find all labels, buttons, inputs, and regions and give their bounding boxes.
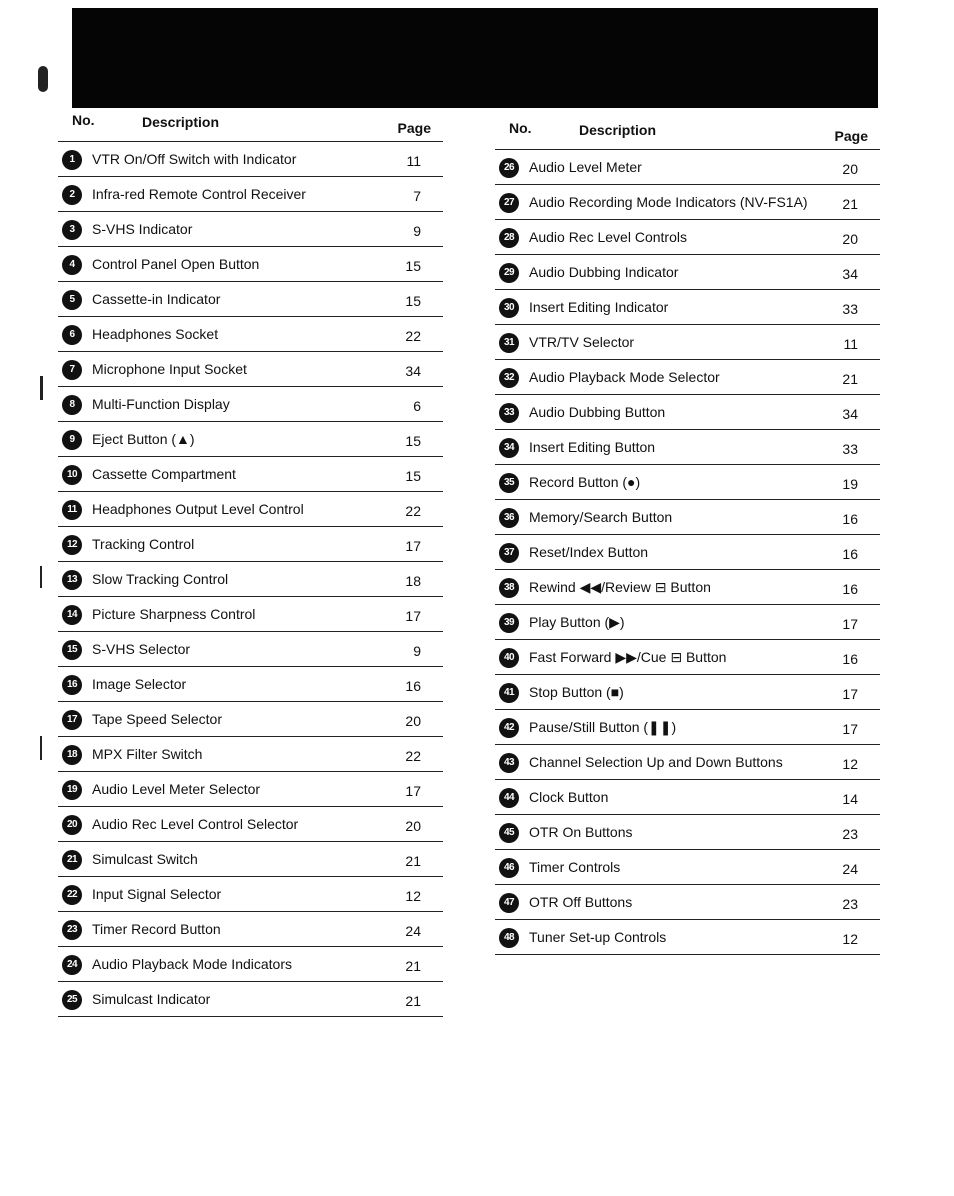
- item-number-badge: 15: [62, 640, 82, 660]
- item-page: 12: [842, 756, 858, 772]
- item-number-badge: 43: [499, 753, 519, 773]
- item-description: Cassette Compartment: [92, 466, 236, 482]
- item-description: Timer Controls: [529, 859, 621, 875]
- table-row: [58, 142, 443, 177]
- header-description: Description: [579, 122, 657, 138]
- left-item-list: [58, 142, 443, 1017]
- table-row: [58, 527, 443, 562]
- item-page: 15: [405, 293, 421, 309]
- table-row: [495, 290, 880, 325]
- item-description: Tape Speed Selector: [92, 711, 222, 727]
- left-column: [58, 108, 443, 1017]
- item-description: Audio Playback Mode Selector: [529, 369, 720, 385]
- item-description: Audio Level Meter: [529, 159, 642, 175]
- table-row: [58, 667, 443, 702]
- item-number-badge: 33: [499, 403, 519, 423]
- header-page: Page: [397, 120, 431, 136]
- margin-mark: [40, 566, 42, 588]
- table-row: [495, 605, 880, 640]
- item-page: 9: [413, 643, 421, 659]
- item-page: 22: [405, 328, 421, 344]
- item-page: 34: [842, 406, 858, 422]
- item-number-badge: 28: [499, 228, 519, 248]
- item-page: 23: [842, 826, 858, 842]
- item-page: 21: [405, 853, 421, 869]
- table-row: [58, 317, 443, 352]
- item-number-badge: 34: [499, 438, 519, 458]
- table-row: [58, 212, 443, 247]
- item-description: Pause/Still Button (❚❚): [529, 719, 677, 735]
- header-banner: [72, 8, 878, 108]
- item-number-badge: 2: [62, 185, 82, 205]
- margin-mark: [38, 66, 48, 92]
- item-number-badge: 23: [62, 920, 82, 940]
- item-description: Picture Sharpness Control: [92, 606, 256, 622]
- table-row: [58, 807, 443, 842]
- table-row: [495, 255, 880, 290]
- item-number-badge: 14: [62, 605, 82, 625]
- item-description: Input Signal Selector: [92, 886, 222, 902]
- item-description: Audio Rec Level Controls: [529, 229, 687, 245]
- item-description: Microphone Input Socket: [92, 361, 247, 377]
- item-description: Audio Level Meter Selector: [92, 781, 261, 797]
- table-row: [58, 177, 443, 212]
- item-number-badge: 32: [499, 368, 519, 388]
- item-description: Stop Button (■): [529, 684, 624, 700]
- item-number-badge: 29: [499, 263, 519, 283]
- item-number-badge: 40: [499, 648, 519, 668]
- item-page: 24: [842, 861, 858, 877]
- item-page: 17: [405, 538, 421, 554]
- item-number-badge: 4: [62, 255, 82, 275]
- item-description: Timer Record Button: [92, 921, 221, 937]
- table-row: [58, 947, 443, 982]
- item-description: MPX Filter Switch: [92, 746, 203, 762]
- item-page: 20: [405, 713, 421, 729]
- table-row: [495, 885, 880, 920]
- item-page: 17: [842, 616, 858, 632]
- item-number-badge: 31: [499, 333, 519, 353]
- item-description: Audio Recording Mode Indicators (NV-FS1A): [529, 194, 808, 210]
- header-no: No.: [72, 112, 95, 128]
- item-number-badge: 25: [62, 990, 82, 1010]
- item-page: 15: [405, 258, 421, 274]
- item-page: 11: [406, 153, 421, 169]
- item-number-badge: 13: [62, 570, 82, 590]
- item-page: 12: [842, 931, 858, 947]
- item-description: Fast Forward ▶▶/Cue ⊟ Button: [529, 649, 727, 665]
- table-row: [495, 815, 880, 850]
- item-description: Play Button (▶): [529, 614, 625, 630]
- item-page: 33: [842, 301, 858, 317]
- right-table-header: [495, 116, 880, 150]
- item-number-badge: 37: [499, 543, 519, 563]
- table-row: [58, 387, 443, 422]
- table-row: [495, 920, 880, 955]
- table-row: [495, 360, 880, 395]
- item-page: 20: [842, 161, 858, 177]
- item-description: S-VHS Indicator: [92, 221, 193, 237]
- item-page: 6: [413, 398, 421, 414]
- item-page: 34: [842, 266, 858, 282]
- item-number-badge: 47: [499, 893, 519, 913]
- item-page: 24: [405, 923, 421, 939]
- item-description: Audio Rec Level Control Selector: [92, 816, 299, 832]
- item-page: 17: [842, 721, 858, 737]
- item-page: 22: [405, 503, 421, 519]
- header-page: Page: [834, 128, 868, 144]
- item-number-badge: 36: [499, 508, 519, 528]
- item-number-badge: 16: [62, 675, 82, 695]
- item-description: Headphones Socket: [92, 326, 219, 342]
- item-number-badge: 11: [62, 500, 82, 520]
- table-row: [58, 457, 443, 492]
- item-description: Headphones Output Level Control: [92, 501, 304, 517]
- item-page: 9: [413, 223, 421, 239]
- item-number-badge: 30: [499, 298, 519, 318]
- table-row: [495, 150, 880, 185]
- table-row: [495, 570, 880, 605]
- table-row: [58, 772, 443, 807]
- item-page: 16: [842, 581, 858, 597]
- table-row: [495, 185, 880, 220]
- item-description: Cassette-in Indicator: [92, 291, 221, 307]
- table-row: [495, 780, 880, 815]
- item-description: Rewind ◀◀/Review ⊟ Button: [529, 579, 711, 595]
- right-item-list: [495, 150, 880, 955]
- table-row: [58, 877, 443, 912]
- item-number-badge: 6: [62, 325, 82, 345]
- item-page: 21: [842, 371, 858, 387]
- item-number-badge: 46: [499, 858, 519, 878]
- item-description: Control Panel Open Button: [92, 256, 260, 272]
- item-description: Audio Dubbing Indicator: [529, 264, 679, 280]
- table-row: [58, 247, 443, 282]
- item-page: 33: [842, 441, 858, 457]
- item-page: 11: [843, 336, 858, 352]
- item-number-badge: 45: [499, 823, 519, 843]
- item-number-badge: 26: [499, 158, 519, 178]
- item-description: Insert Editing Button: [529, 439, 656, 455]
- left-table-header: [58, 108, 443, 142]
- item-number-badge: 9: [62, 430, 82, 450]
- item-description: Clock Button: [529, 789, 609, 805]
- item-number-badge: 24: [62, 955, 82, 975]
- item-number-badge: 48: [499, 928, 519, 948]
- item-number-badge: 12: [62, 535, 82, 555]
- table-row: [58, 492, 443, 527]
- item-number-badge: 10: [62, 465, 82, 485]
- item-page: 15: [405, 468, 421, 484]
- table-row: [495, 710, 880, 745]
- item-description: Multi-Function Display: [92, 396, 230, 412]
- item-number-badge: 5: [62, 290, 82, 310]
- item-page: 18: [405, 573, 421, 589]
- item-number-badge: 27: [499, 193, 519, 213]
- table-row: [58, 422, 443, 457]
- item-number-badge: 41: [499, 683, 519, 703]
- table-row: [495, 220, 880, 255]
- item-page: 20: [842, 231, 858, 247]
- item-description: Record Button (●): [529, 474, 641, 490]
- item-description: Channel Selection Up and Down Buttons: [529, 754, 783, 770]
- item-page: 16: [842, 651, 858, 667]
- table-row: [495, 500, 880, 535]
- item-description: Audio Dubbing Button: [529, 404, 666, 420]
- table-row: [495, 640, 880, 675]
- item-description: Eject Button (▲): [92, 431, 195, 447]
- table-row: [58, 282, 443, 317]
- header-no: No.: [509, 120, 532, 136]
- table-row: [495, 325, 880, 360]
- item-description: S-VHS Selector: [92, 641, 191, 657]
- table-row: [58, 737, 443, 772]
- item-number-badge: 44: [499, 788, 519, 808]
- item-number-badge: 17: [62, 710, 82, 730]
- table-row: [495, 675, 880, 710]
- margin-mark: [40, 376, 43, 400]
- item-page: 14: [842, 791, 858, 807]
- item-page: 16: [842, 511, 858, 527]
- item-description: Image Selector: [92, 676, 187, 692]
- item-description: Slow Tracking Control: [92, 571, 229, 587]
- item-page: 17: [405, 608, 421, 624]
- table-row: [58, 632, 443, 667]
- item-page: 21: [842, 196, 858, 212]
- item-description: VTR On/Off Switch with Indicator: [92, 151, 297, 167]
- item-page: 20: [405, 818, 421, 834]
- item-page: 22: [405, 748, 421, 764]
- right-column: [495, 116, 880, 955]
- item-page: 16: [842, 546, 858, 562]
- item-page: 17: [842, 686, 858, 702]
- item-number-badge: 7: [62, 360, 82, 380]
- table-row: [495, 395, 880, 430]
- item-description: Simulcast Indicator: [92, 991, 211, 1007]
- table-row: [58, 912, 443, 947]
- item-page: 21: [405, 993, 421, 1009]
- item-number-badge: 38: [499, 578, 519, 598]
- item-description: Audio Playback Mode Indicators: [92, 956, 292, 972]
- table-row: [495, 535, 880, 570]
- table-row: [495, 465, 880, 500]
- item-page: 21: [405, 958, 421, 974]
- item-number-badge: 8: [62, 395, 82, 415]
- table-row: [58, 702, 443, 737]
- table-row: [58, 562, 443, 597]
- item-number-badge: 3: [62, 220, 82, 240]
- item-page: 12: [405, 888, 421, 904]
- item-description: Insert Editing Indicator: [529, 299, 669, 315]
- table-row: [58, 597, 443, 632]
- table-row: [58, 982, 443, 1017]
- item-description: Tuner Set-up Controls: [529, 929, 667, 945]
- table-row: [58, 842, 443, 877]
- item-page: 7: [413, 188, 421, 204]
- item-description: Tracking Control: [92, 536, 195, 552]
- header-description: Description: [142, 114, 220, 130]
- item-description: Simulcast Switch: [92, 851, 198, 867]
- item-description: OTR On Buttons: [529, 824, 633, 840]
- item-number-badge: 20: [62, 815, 82, 835]
- item-description: Reset/Index Button: [529, 544, 649, 560]
- item-description: Memory/Search Button: [529, 509, 673, 525]
- item-description: Infra-red Remote Control Receiver: [92, 186, 306, 202]
- item-number-badge: 35: [499, 473, 519, 493]
- item-description: OTR Off Buttons: [529, 894, 633, 910]
- item-number-badge: 18: [62, 745, 82, 765]
- item-description: VTR/TV Selector: [529, 334, 635, 350]
- table-row: [495, 850, 880, 885]
- item-number-badge: 21: [62, 850, 82, 870]
- item-page: 34: [405, 363, 421, 379]
- margin-mark: [40, 736, 42, 760]
- item-page: 16: [405, 678, 421, 694]
- item-number-badge: 22: [62, 885, 82, 905]
- item-number-badge: 42: [499, 718, 519, 738]
- item-number-badge: 39: [499, 613, 519, 633]
- item-number-badge: 19: [62, 780, 82, 800]
- table-row: [495, 430, 880, 465]
- item-page: 19: [842, 476, 858, 492]
- item-page: 23: [842, 896, 858, 912]
- table-row: [58, 352, 443, 387]
- item-page: 17: [405, 783, 421, 799]
- item-page: 15: [405, 433, 421, 449]
- item-number-badge: 1: [62, 150, 82, 170]
- table-row: [495, 745, 880, 780]
